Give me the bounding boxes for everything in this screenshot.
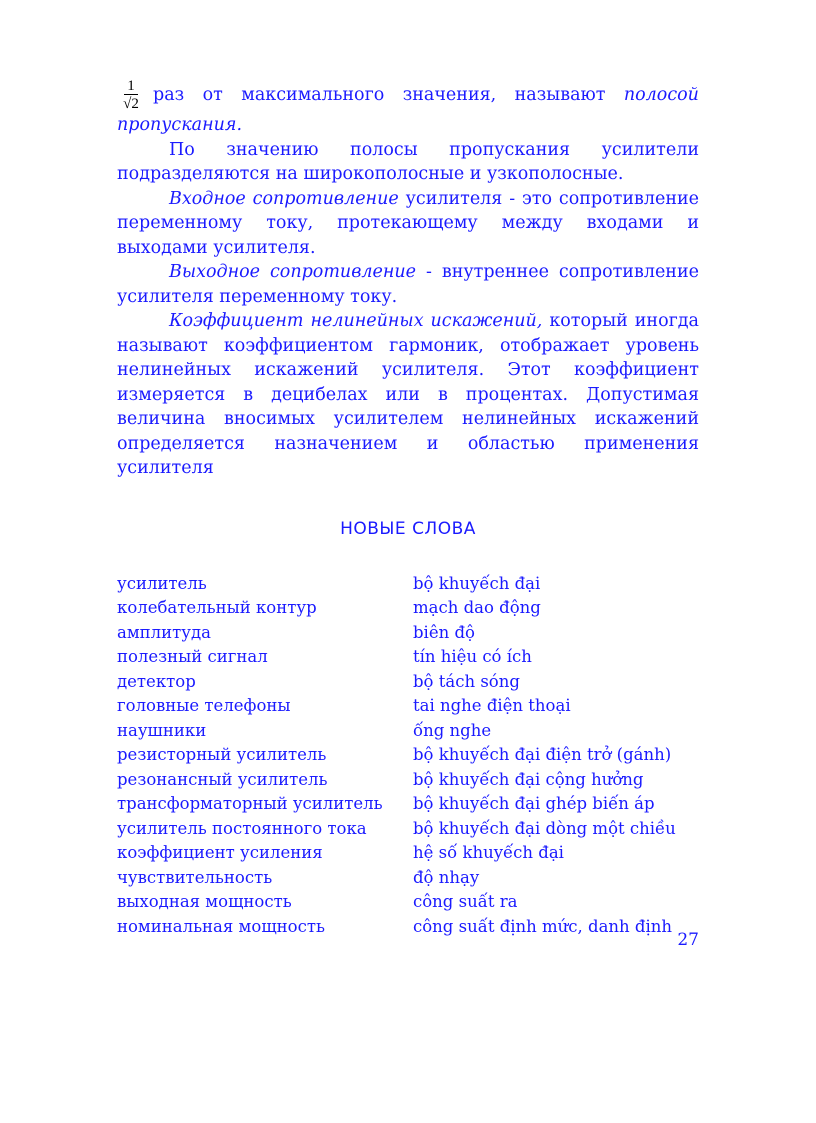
vocab-russian: номинальная мощность bbox=[117, 916, 325, 936]
vocab-vietnamese: bộ khuyếch đại cộng hưởng bbox=[413, 769, 644, 789]
vocab-row bbox=[117, 890, 699, 915]
vocab-row bbox=[117, 915, 699, 940]
vocab-russian: усилитель постоянного тока bbox=[117, 818, 367, 838]
term-passband-1: полосой bbox=[623, 84, 699, 105]
page-content bbox=[117, 78, 699, 939]
vocab-russian: усилитель bbox=[117, 573, 207, 593]
paragraph-bandwidth: По значению полосы пропускания усилители подразделяются на широкополосные и узкополосные. bbox=[117, 139, 699, 184]
vocab-vietnamese: công suất ra bbox=[413, 892, 518, 911]
term-output-resistance: Выходное сопротивление bbox=[169, 262, 417, 282]
vocab-russian: амплитуда bbox=[117, 622, 211, 642]
paragraph-distortion: Коэффициент нелинейных искажений, который иногда называют коэффициентом гармоник, отображает уровень нелинейных искажений усилителя. Этот коэффициент измеряется в децибелах или в процентах. Допустимая величина вносимых усилителем нелинейных искажений определяется назначением и областью применения усилителя bbox=[117, 311, 699, 478]
vocab-vietnamese: hệ số khuyếch đại bbox=[413, 843, 564, 862]
page-number: 27 bbox=[677, 930, 699, 950]
vocab-russian: выходная мощность bbox=[117, 892, 292, 911]
term-distortion: Коэффициент нелинейных искажений, bbox=[169, 311, 543, 331]
vocab-vietnamese: biên độ bbox=[413, 622, 475, 642]
vocab-row bbox=[117, 817, 699, 842]
vocab-vietnamese: bộ khuyếch đại dòng một chiều bbox=[413, 818, 676, 838]
vocab-row bbox=[117, 719, 699, 744]
term-input-resistance: Входное сопротивление bbox=[169, 188, 399, 209]
vocab-row bbox=[117, 572, 699, 597]
vocab-row bbox=[117, 694, 699, 719]
fraction-numerator: 1 bbox=[124, 78, 138, 95]
section-heading: НОВЫЕ СЛОВА bbox=[340, 518, 476, 539]
vocab-vietnamese: tín hiệu có ích bbox=[413, 647, 532, 666]
vocab-vietnamese: độ nhạy bbox=[413, 867, 480, 887]
vocab-row bbox=[117, 866, 699, 891]
vocab-vietnamese: bộ khuyếch đại bbox=[413, 573, 541, 593]
vocab-row bbox=[117, 596, 699, 621]
vocab-russian: головные телефоны bbox=[117, 696, 291, 715]
paragraph-input-resistance: Входное сопротивление усилителя - это сопротивление переменному току, протекающему между входами и выходами усилителя. bbox=[117, 188, 700, 258]
vocab-russian: резисторный усилитель bbox=[117, 745, 327, 764]
vocab-row bbox=[117, 670, 699, 695]
vocab-vietnamese: công suất định mức, danh định bbox=[413, 916, 673, 936]
formula-line-text: раз от максимального значения, называют полосой bbox=[153, 83, 699, 108]
vocab-row bbox=[117, 768, 699, 793]
formula-line bbox=[117, 78, 699, 112]
vocab-russian: наушники bbox=[117, 720, 207, 740]
fraction-formula bbox=[117, 78, 145, 112]
vocab-russian: резонансный усилитель bbox=[117, 769, 328, 789]
vocab-vietnamese: mạch dao động bbox=[413, 598, 541, 617]
fraction-denominator: √2 bbox=[123, 96, 139, 112]
vocab-vietnamese: ống nghe bbox=[413, 720, 492, 740]
vocab-row bbox=[117, 743, 699, 768]
vocabulary-table bbox=[117, 572, 699, 940]
vocab-vietnamese: tai nghe điện thoại bbox=[413, 696, 571, 715]
vocab-row bbox=[117, 841, 699, 866]
vocab-russian: полезный сигнал bbox=[117, 647, 268, 666]
vocab-vietnamese: bộ tách sóng bbox=[413, 671, 520, 691]
vocab-row bbox=[117, 621, 699, 646]
vocab-russian: детектор bbox=[117, 671, 196, 691]
term-passband-2: пропускания. bbox=[117, 115, 243, 135]
vocab-row bbox=[117, 792, 699, 817]
vocab-russian: чувствительность bbox=[117, 867, 273, 887]
vocab-vietnamese: bộ khuyếch đại điện trở (gánh) bbox=[413, 745, 672, 764]
vocab-russian: коэффициент усиления bbox=[117, 843, 323, 862]
vocab-row bbox=[117, 645, 699, 670]
paragraph-output-resistance: Выходное сопротивление - внутреннее сопротивление усилителя переменному току. bbox=[117, 262, 699, 307]
vocab-russian: колебательный контур bbox=[117, 598, 317, 617]
vocab-russian: трансформаторный усилитель bbox=[117, 794, 383, 813]
vocab-vietnamese: bộ khuyếch đại ghép biến áp bbox=[413, 794, 655, 813]
